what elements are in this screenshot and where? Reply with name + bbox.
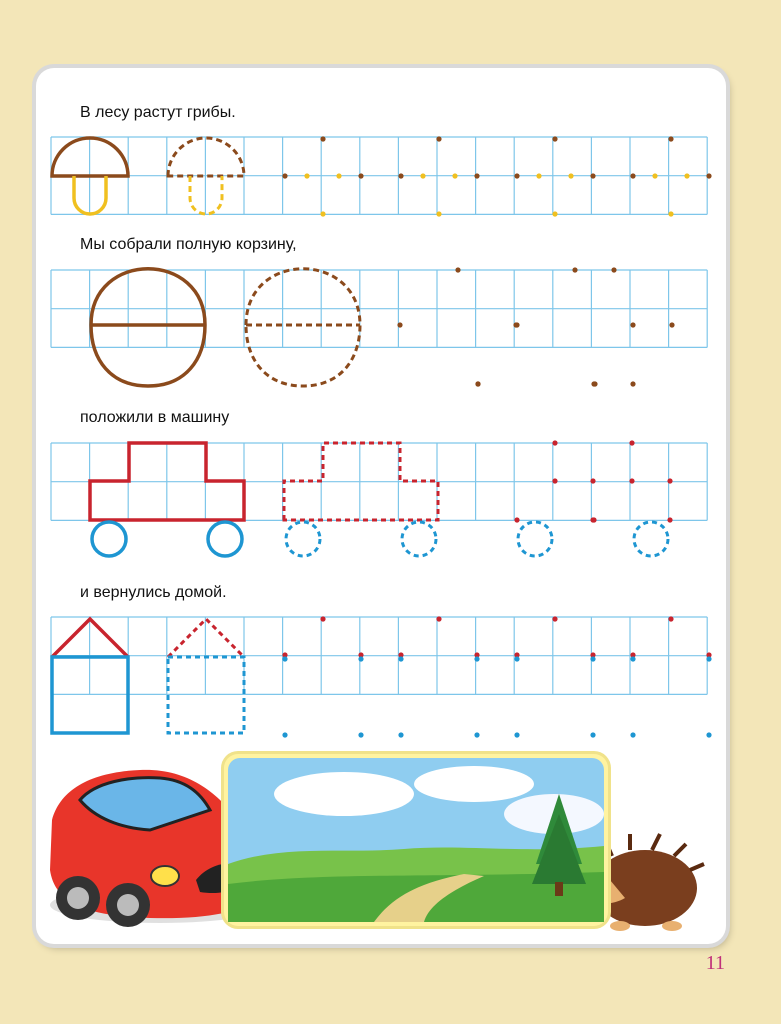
car-dot (514, 517, 519, 522)
car-dot (552, 440, 557, 445)
cap-dot (282, 173, 287, 178)
basket-dot (514, 322, 519, 327)
wall-dot (630, 732, 635, 737)
car-dot (629, 478, 634, 483)
cap-dot (398, 173, 403, 178)
caption-house: и вернулись домой. (80, 584, 227, 601)
wall-dot (398, 656, 403, 661)
wall-dot (474, 732, 479, 737)
wall-dot (590, 732, 595, 737)
basket-solid (91, 269, 205, 386)
basket-dot (397, 322, 402, 327)
wall-dot (706, 656, 711, 661)
wheel-dashed (518, 522, 552, 556)
basket-dot (630, 322, 635, 327)
wheel-dashed (634, 522, 668, 556)
car-dot (590, 478, 595, 483)
stem-dot (336, 173, 341, 178)
basket-dot (669, 322, 674, 327)
wall-dot (358, 656, 363, 661)
caption-mushrooms: В лесу растут грибы. (80, 104, 236, 121)
stem-dot (436, 211, 441, 216)
page-number: 11 (705, 952, 725, 974)
car-dot (552, 478, 557, 483)
wall-dot (590, 656, 595, 661)
roof-dot (320, 616, 325, 621)
cap-dot (358, 173, 363, 178)
cap-dot (436, 136, 441, 141)
stem-dot (568, 173, 573, 178)
wall-dot (282, 656, 287, 661)
wall-dot (630, 656, 635, 661)
house-dots (282, 616, 711, 737)
wall-dot (398, 732, 403, 737)
car-dot (667, 517, 672, 522)
roof-dot (668, 616, 673, 621)
car-dots (514, 440, 672, 556)
house-dashed (168, 619, 244, 733)
car-dot (629, 440, 634, 445)
cap-dot (668, 136, 673, 141)
cap-dot (590, 173, 595, 178)
landscape-scene (224, 754, 608, 926)
basket-dot (630, 381, 635, 386)
roof-dot (436, 616, 441, 621)
stem-dot (420, 173, 425, 178)
cap-dot (320, 136, 325, 141)
grid-lines (51, 137, 707, 694)
mushroom-dots (282, 136, 711, 216)
stem-dot (304, 173, 309, 178)
cap-dot (630, 173, 635, 178)
roof-dot (552, 616, 557, 621)
wall-dot (514, 656, 519, 661)
stem-dot (684, 173, 689, 178)
basket-dot (455, 267, 460, 272)
stem-dot (668, 211, 673, 216)
stem-dot (552, 211, 557, 216)
cap-dot (474, 173, 479, 178)
wall-dot (706, 732, 711, 737)
stem-dot (652, 173, 657, 178)
stem-dot (536, 173, 541, 178)
wall-dot (514, 732, 519, 737)
basket-dot (611, 267, 616, 272)
wall-dot (358, 732, 363, 737)
car-dashed (284, 443, 438, 556)
cap-dot (552, 136, 557, 141)
stem-dot (452, 173, 457, 178)
basket-dashed (246, 269, 360, 386)
car-dot (667, 478, 672, 483)
stem-dot (320, 211, 325, 216)
caption-car: положили в машину (80, 409, 230, 426)
car-dot (591, 517, 596, 522)
basket-dots (397, 267, 674, 386)
wall-dot (282, 732, 287, 737)
landscape-illustration (224, 754, 608, 926)
basket-dot (572, 267, 577, 272)
basket-dot (475, 381, 480, 386)
caption-basket: Мы собрали полную корзину, (80, 236, 297, 253)
cap-dot (514, 173, 519, 178)
wall-dot (474, 656, 479, 661)
basket-dot (591, 381, 596, 386)
cap-dot (706, 173, 711, 178)
